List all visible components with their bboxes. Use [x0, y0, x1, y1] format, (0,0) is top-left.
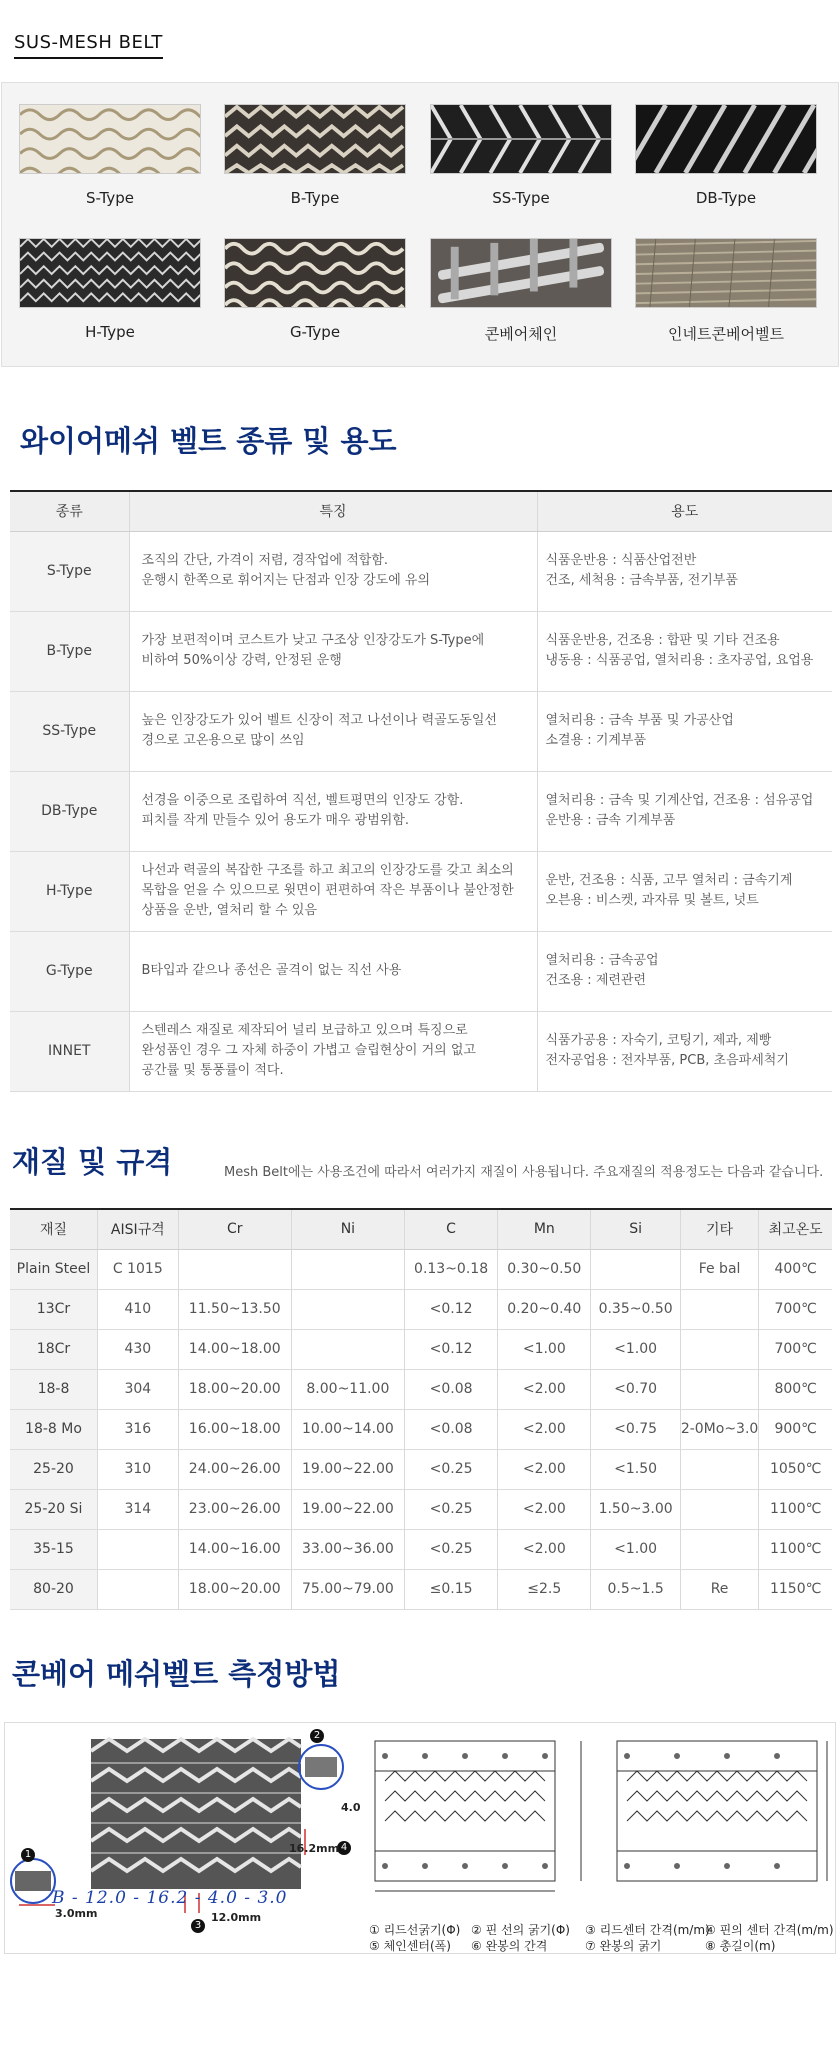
material-value-cell: 800℃	[759, 1369, 832, 1409]
material-value-cell: 430	[97, 1329, 178, 1369]
material-value-cell: <0.25	[404, 1489, 497, 1529]
material-value-cell: 19.00~22.00	[291, 1489, 404, 1529]
material-value-cell: 0.20~0.40	[498, 1289, 591, 1329]
feature-cell	[129, 691, 537, 771]
usage-line: 운반, 건조용 : 식품, 고무 열처리 : 금속기계	[545, 873, 793, 888]
table-row	[10, 1011, 832, 1091]
table-row	[10, 1289, 832, 1329]
gallery-label-h-type: H-Type	[85, 323, 135, 341]
mesh-measurement-illustration	[5, 1723, 365, 1955]
feature-line: 공간률 및 통풍률이 적다.	[141, 1063, 284, 1078]
product-gallery	[1, 82, 839, 367]
material-value-cell	[680, 1449, 759, 1489]
material-value-cell: Re	[680, 1569, 759, 1609]
badge-4: 4	[337, 1841, 351, 1855]
material-value-cell: 400℃	[759, 1249, 832, 1289]
material-value-cell: 304	[97, 1369, 178, 1409]
type-name-cell: DB-Type	[10, 771, 129, 851]
table-row	[10, 1529, 832, 1569]
material-value-cell: <2.00	[498, 1529, 591, 1569]
material-value-cell: 75.00~79.00	[291, 1569, 404, 1609]
materials-header-cell: Mn	[498, 1209, 591, 1249]
usage-line: 식품가공용 : 자숙기, 코팅기, 제과, 제빵	[545, 1033, 772, 1048]
feature-line: 완성품인 경우 그 자체 하중이 가볍고 슬립현상이 거의 없고	[141, 1043, 476, 1058]
gallery-label-innet-belt: 인네트콘베어벨트	[668, 325, 784, 343]
s-type-mesh-photo[interactable]	[19, 104, 201, 174]
material-value-cell: <2.00	[498, 1489, 591, 1529]
type-name-cell: S-Type	[10, 531, 129, 611]
material-value-cell	[291, 1329, 404, 1369]
dim-4mm: 4.0	[341, 1801, 361, 1814]
legend-item-3: ③ 리드센터 간격(m/m)	[585, 1923, 710, 1937]
chain-belt-technical-drawing	[365, 1731, 833, 1896]
table-row	[10, 1249, 832, 1289]
feature-line: 선경을 이중으로 조립하여 직선, 벨트평면의 인장도 강함.	[141, 793, 464, 808]
usage-line: 소결용 : 기계부품	[545, 733, 647, 748]
type-name-cell: B-Type	[10, 611, 129, 691]
material-value-cell: 314	[97, 1489, 178, 1529]
table-row	[10, 1329, 832, 1369]
feature-cell	[129, 931, 537, 1011]
materials-table-header	[10, 1209, 832, 1249]
material-value-cell: 0.5~1.5	[591, 1569, 680, 1609]
material-value-cell: <1.00	[498, 1329, 591, 1369]
table-row	[10, 931, 832, 1011]
feature-line: 비하여 50%이상 강력, 안정된 운행	[141, 653, 342, 668]
material-value-cell: <1.50	[591, 1449, 680, 1489]
material-value-cell: <2.00	[498, 1409, 591, 1449]
material-value-cell	[680, 1329, 759, 1369]
material-value-cell: ≤2.5	[498, 1569, 591, 1609]
feature-cell	[129, 771, 537, 851]
material-value-cell: <2.00	[498, 1449, 591, 1489]
measure-diagram	[4, 1722, 836, 1954]
badge-2: 2	[310, 1729, 324, 1743]
materials-header-cell: 재질	[10, 1209, 97, 1249]
material-value-cell: 33.00~36.00	[291, 1529, 404, 1569]
legend-item-8: ⑧ 총길이(m)	[705, 1939, 776, 1953]
material-value-cell: 0.35~0.50	[591, 1289, 680, 1329]
material-name-cell: Plain Steel	[10, 1249, 97, 1289]
material-value-cell: 1100℃	[759, 1489, 832, 1529]
material-value-cell: 410	[97, 1289, 178, 1329]
material-name-cell: 25-20	[10, 1449, 97, 1489]
material-value-cell: 1.50~3.00	[591, 1489, 680, 1529]
material-value-cell	[291, 1249, 404, 1289]
material-value-cell: 1050℃	[759, 1449, 832, 1489]
material-value-cell	[291, 1289, 404, 1329]
materials-header-cell: AISI규격	[97, 1209, 178, 1249]
material-name-cell: 18Cr	[10, 1329, 97, 1369]
material-value-cell: 2-0Mo~3.0	[680, 1409, 759, 1449]
page-title: SUS-MESH BELT	[14, 32, 163, 53]
feature-line: B타입과 같으나 종선은 골격이 없는 직선 사용	[141, 963, 402, 978]
material-value-cell	[178, 1249, 291, 1289]
material-value-cell: 10.00~14.00	[291, 1409, 404, 1449]
gallery-label-b-type: B-Type	[290, 189, 340, 207]
material-value-cell	[680, 1369, 759, 1409]
type-name-cell: SS-Type	[10, 691, 129, 771]
material-value-cell: 1100℃	[759, 1529, 832, 1569]
table-row	[10, 691, 832, 771]
material-name-cell: 35-15	[10, 1529, 97, 1569]
usage-line: 열처리용 : 금속공업	[545, 953, 659, 968]
table-row	[10, 1449, 832, 1489]
header-usage: 용도	[537, 491, 832, 531]
material-value-cell: <0.08	[404, 1409, 497, 1449]
legend-item-6: ⑥ 완봉의 간격	[471, 1939, 548, 1953]
usage-cell	[537, 771, 832, 851]
b-type-mesh-photo[interactable]	[224, 104, 406, 174]
material-name-cell: 25-20 Si	[10, 1489, 97, 1529]
types-table	[10, 490, 832, 1092]
material-value-cell: 900℃	[759, 1409, 832, 1449]
material-value-cell: 0.13~0.18	[404, 1249, 497, 1289]
feature-line: 스텐레스 재질로 제작되어 널리 보급하고 있으며 특징으로	[141, 1023, 468, 1038]
material-value-cell: 18.00~20.00	[178, 1569, 291, 1609]
usage-line: 열처리용 : 금속 및 기계산업, 건조용 : 섬유공업	[545, 793, 814, 808]
innet-conveyor-belt-photo[interactable]	[635, 238, 817, 308]
ss-type-mesh-photo[interactable]	[430, 104, 612, 174]
feature-cell	[129, 1011, 537, 1091]
materials-table	[10, 1208, 832, 1610]
feature-cell	[129, 611, 537, 691]
feature-line: 운행시 한쪽으로 휘어지는 단점과 인장 강도에 유의	[141, 573, 431, 588]
material-value-cell: C 1015	[97, 1249, 178, 1289]
table-row	[10, 851, 832, 931]
table-row	[10, 611, 832, 691]
measure-section-title: 콘베어 메쉬벨트 측정방법	[12, 1657, 341, 1691]
usage-line: 건조용 : 제련관련	[545, 973, 647, 988]
material-value-cell: 14.00~16.00	[178, 1529, 291, 1569]
material-value-cell: 700℃	[759, 1329, 832, 1369]
materials-header-cell: Ni	[291, 1209, 404, 1249]
material-value-cell: <1.00	[591, 1329, 680, 1369]
material-value-cell: 316	[97, 1409, 178, 1449]
legend-item-4: ④ 핀의 센터 간격(m/m)	[705, 1923, 834, 1937]
usage-line: 식품운반용 : 식품산업전반	[545, 553, 697, 568]
usage-line: 운반용 : 금속 기계부품	[545, 813, 676, 828]
gallery-label-conveyor-chain: 콘베어체인	[484, 325, 558, 343]
material-value-cell: <0.12	[404, 1329, 497, 1369]
materials-description: Mesh Belt에는 사용조건에 따라서 여러가지 재질이 사용됩니다. 주요재질의 적용정도는 다음과 같습니다.	[224, 1165, 824, 1180]
legend-item-7: ⑦ 완봉의 굵기	[585, 1939, 662, 1953]
material-value-cell: 11.50~13.50	[178, 1289, 291, 1329]
usage-line: 열처리용 : 금속 부품 및 가공산업	[545, 713, 734, 728]
material-value-cell: <0.08	[404, 1369, 497, 1409]
types-section-title: 와이어메쉬 벨트 종류 및 용도	[20, 424, 397, 458]
header-type: 종류	[10, 491, 129, 531]
material-value-cell: 16.00~18.00	[178, 1409, 291, 1449]
material-value-cell: <0.25	[404, 1529, 497, 1569]
material-value-cell	[97, 1569, 178, 1609]
gallery-label-db-type: DB-Type	[695, 189, 757, 207]
gallery-label-s-type: S-Type	[85, 189, 134, 207]
feature-line: 피치를 작게 만들수 있어 용도가 매우 광범위함.	[141, 813, 410, 828]
usage-line: 오븐용 : 비스켓, 과자류 및 볼트, 넛트	[545, 893, 759, 908]
material-value-cell: ≤0.15	[404, 1569, 497, 1609]
material-value-cell: 700℃	[759, 1289, 832, 1329]
material-value-cell: Fe bal	[680, 1249, 759, 1289]
material-name-cell: 13Cr	[10, 1289, 97, 1329]
usage-cell	[537, 1011, 832, 1091]
table-row	[10, 1409, 832, 1449]
material-value-cell	[591, 1249, 680, 1289]
feature-line: 나선과 력골의 복잡한 구조를 하고 최고의 인장강도를 갖고 최소의	[141, 863, 514, 878]
usage-line: 건조, 세척용 : 금속부품, 전기부품	[545, 573, 738, 588]
material-value-cell	[97, 1529, 178, 1569]
usage-cell	[537, 691, 832, 771]
measurement-formula: B - 12.0 - 16.2 - 4.0 - 3.0	[52, 1888, 288, 1908]
types-table-header	[10, 491, 832, 531]
materials-header-cell: Cr	[178, 1209, 291, 1249]
usage-line: 전자공업용 : 전자부품, PCB, 초음파세척기	[545, 1053, 789, 1068]
table-row	[10, 771, 832, 851]
badge-3: 3	[191, 1919, 205, 1933]
materials-header-cell: C	[404, 1209, 497, 1249]
materials-header-cell: Si	[591, 1209, 680, 1249]
material-name-cell: 18-8	[10, 1369, 97, 1409]
materials-section-title: 재질 및 규격	[12, 1145, 173, 1179]
dim-3mm: 3.0mm	[55, 1907, 98, 1920]
material-value-cell: <2.00	[498, 1369, 591, 1409]
feature-line: 목합을 얻을 수 있으므로 윗면이 편편하여 작은 부품이나 불안정한	[141, 883, 514, 898]
feature-line: 높은 인장강도가 있어 벨트 신장이 적고 나선이나 력골도동일선	[141, 713, 497, 728]
conveyor-chain-photo[interactable]	[430, 238, 612, 308]
h-type-mesh-photo[interactable]	[19, 238, 201, 308]
feature-line: 경으로 고온용으로 많이 쓰임	[141, 733, 305, 748]
gallery-label-ss-type: SS-Type	[492, 189, 550, 207]
feature-cell	[129, 531, 537, 611]
material-value-cell: <0.70	[591, 1369, 680, 1409]
header-feature: 특징	[129, 491, 537, 531]
db-type-mesh-photo[interactable]	[635, 104, 817, 174]
material-value-cell: <0.25	[404, 1449, 497, 1489]
g-type-mesh-photo[interactable]	[224, 238, 406, 308]
type-name-cell: G-Type	[10, 931, 129, 1011]
legend-item-1: ① 리드선굵기(Φ)	[369, 1923, 461, 1937]
table-row	[10, 1569, 832, 1609]
usage-cell	[537, 611, 832, 691]
material-value-cell: <0.12	[404, 1289, 497, 1329]
table-row	[10, 531, 832, 611]
legend-item-5: ⑤ 체인센터(폭)	[369, 1939, 451, 1953]
material-value-cell: 310	[97, 1449, 178, 1489]
badge-1: 1	[21, 1848, 35, 1862]
material-value-cell: 24.00~26.00	[178, 1449, 291, 1489]
type-name-cell: INNET	[10, 1011, 129, 1091]
table-row	[10, 1489, 832, 1529]
dim-16-2mm: 16.2mm	[289, 1842, 340, 1855]
usage-cell	[537, 531, 832, 611]
material-value-cell: 18.00~20.00	[178, 1369, 291, 1409]
materials-header-cell: 기타	[680, 1209, 759, 1249]
gallery-label-g-type: G-Type	[289, 323, 341, 341]
feature-line: 가장 보편적이며 코스트가 낮고 구조상 인장강도가 S-Type에	[141, 633, 485, 648]
material-value-cell: <0.75	[591, 1409, 680, 1449]
usage-line: 냉동용 : 식품공업, 열처리용 : 초자공업, 요업용	[545, 653, 814, 668]
material-value-cell: <1.00	[591, 1529, 680, 1569]
material-value-cell	[680, 1489, 759, 1529]
material-name-cell: 18-8 Mo	[10, 1409, 97, 1449]
material-value-cell: 23.00~26.00	[178, 1489, 291, 1529]
material-value-cell: 8.00~11.00	[291, 1369, 404, 1409]
material-value-cell	[680, 1289, 759, 1329]
material-value-cell	[680, 1529, 759, 1569]
material-value-cell: 0.30~0.50	[498, 1249, 591, 1289]
usage-line: 식품운반용, 건조용 : 합판 및 기타 건조용	[545, 633, 780, 648]
materials-header-cell: 최고온도	[759, 1209, 832, 1249]
legend-item-2: ② 핀 선의 굵기(Φ)	[471, 1923, 570, 1937]
material-name-cell: 80-20	[10, 1569, 97, 1609]
feature-line: 상품을 운반, 열처리 할 수 있음	[141, 903, 317, 918]
material-value-cell: 1150℃	[759, 1569, 832, 1609]
dim-12mm: 12.0mm	[211, 1911, 262, 1924]
table-row	[10, 1369, 832, 1409]
material-value-cell: 19.00~22.00	[291, 1449, 404, 1489]
feature-line: 조직의 간단, 가격이 저렴, 경작업에 적합함.	[141, 553, 389, 568]
material-value-cell: 14.00~18.00	[178, 1329, 291, 1369]
type-name-cell: H-Type	[10, 851, 129, 931]
feature-cell	[129, 851, 537, 931]
usage-cell	[537, 931, 832, 1011]
usage-cell	[537, 851, 832, 931]
